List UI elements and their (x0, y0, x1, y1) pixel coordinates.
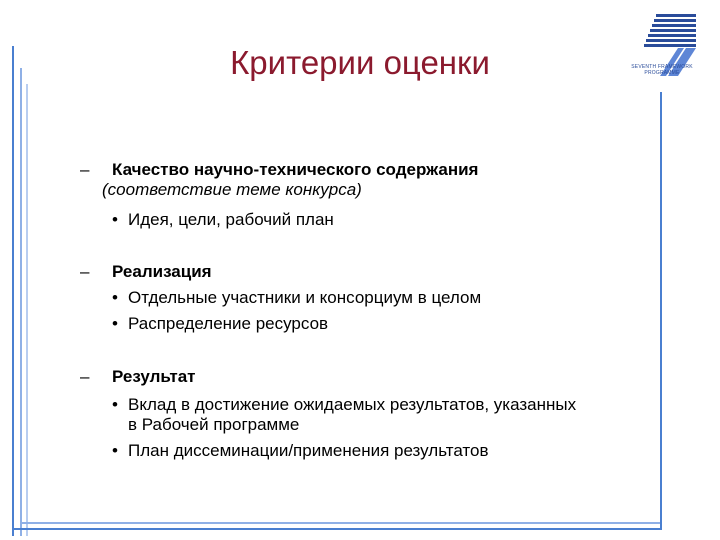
frame-line-bottom (12, 528, 662, 530)
bullet-marker: • (112, 314, 118, 333)
list-item-text: Распределение ресурсов (128, 314, 329, 333)
criterion-label: Качество научно-технического содержания (112, 160, 479, 179)
page-title: Критерии оценки (230, 44, 490, 81)
list-item (112, 288, 481, 308)
logo-caption-line-1: SEVENTH FRAMEWORK (631, 64, 693, 70)
list-item-text: План диссеминации/применения результатов (128, 441, 489, 460)
list-item (112, 441, 488, 461)
list-item-text: в Рабочей программе (128, 415, 300, 434)
list-item (112, 210, 334, 230)
list-item-text: Отдельные участники и консорциум в целом (128, 288, 482, 307)
criterion-label: Результат (112, 367, 196, 386)
frame-line-left-outer (12, 46, 14, 536)
dash-marker: – (80, 367, 90, 386)
frame-line-left-inner (20, 68, 22, 536)
criterion-note: (соответствие теме конкурса) (102, 180, 362, 199)
frame-line-left-third (26, 84, 28, 536)
logo-caption (626, 64, 698, 76)
bullet-marker: • (112, 288, 118, 307)
logo-caption-line-2: PROGRAMME (644, 70, 680, 76)
bullet-marker: • (112, 395, 118, 414)
list-item-continuation (128, 415, 299, 435)
criterion-label: Реализация (112, 262, 212, 281)
list-item (112, 395, 576, 415)
list-item-text: Вклад в достижение ожидаемых результатов, указанных (128, 395, 577, 414)
frame-line-right (660, 92, 662, 530)
list-item-text: Идея, цели, рабочий план (128, 210, 334, 229)
dash-marker: – (80, 160, 90, 179)
dash-marker: – (80, 262, 90, 281)
bullet-marker: • (112, 441, 118, 460)
list-item (112, 314, 328, 334)
bullet-marker: • (112, 210, 118, 229)
frame-line-bottom-inner (20, 522, 662, 524)
